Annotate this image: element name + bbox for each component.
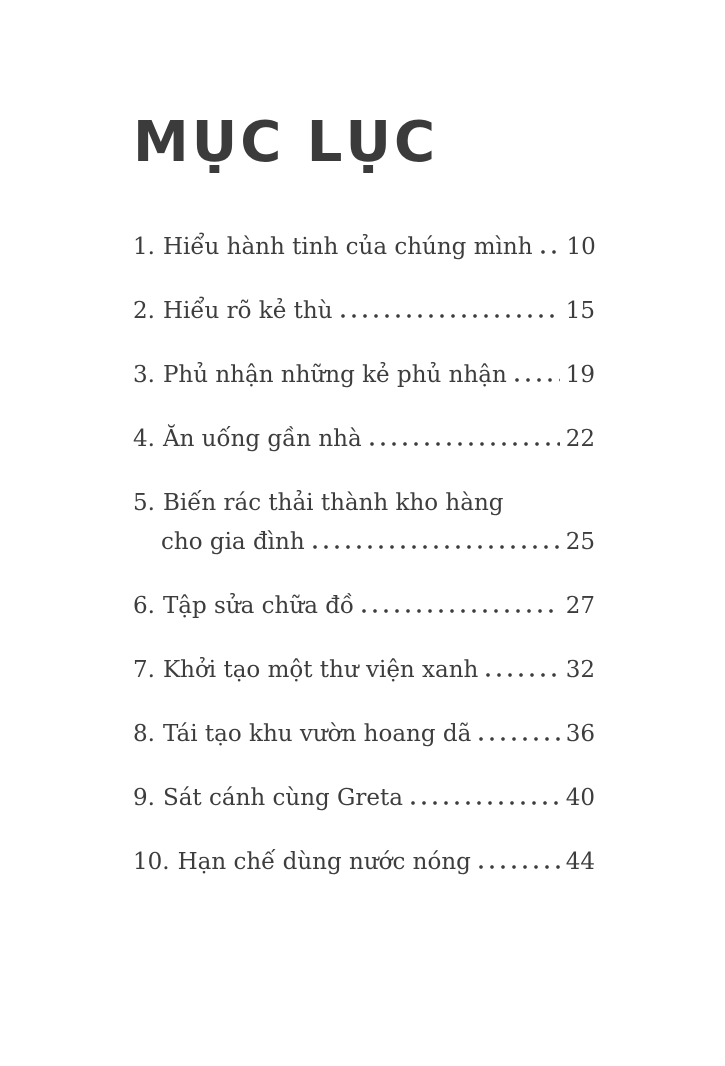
toc-entry — [133, 296, 595, 326]
toc-entry-page: 36 — [565, 720, 595, 747]
toc-entry — [133, 591, 595, 621]
toc-entry-line2 — [133, 527, 595, 557]
dot-leader — [370, 442, 560, 446]
toc-entry-number: 8. — [133, 720, 155, 747]
toc-entry-page: 25 — [565, 528, 595, 555]
toc-entry-number: 4. — [133, 425, 155, 452]
toc-entry — [133, 655, 595, 685]
toc-entry-number: 10. — [133, 848, 170, 875]
toc-entry-number: 6. — [133, 592, 155, 619]
toc-entry-number: 3. — [133, 361, 155, 388]
toc-entry-page: 15 — [565, 297, 595, 324]
toc-entry-title: Hiểu hành tinh của chúng mình — [162, 233, 533, 260]
toc-entry-number: 9. — [133, 784, 155, 811]
toc-entry-page: 22 — [565, 425, 595, 452]
toc-entry — [133, 783, 595, 813]
toc-entry-number: 2. — [133, 297, 155, 324]
dot-leader — [479, 865, 560, 869]
toc-entry-number: 7. — [133, 656, 155, 683]
toc-entry — [133, 719, 595, 749]
toc-entry — [133, 360, 595, 390]
toc-entry-title: Phủ nhận những kẻ phủ nhận — [162, 361, 507, 388]
toc-entry-title: Tái tạo khu vườn hoang dã — [162, 720, 472, 747]
dot-leader — [362, 609, 560, 613]
toc-entry-number: 1. — [133, 233, 155, 260]
dot-leader — [486, 673, 559, 677]
toc-entry-page: 19 — [565, 361, 595, 388]
dot-leader — [313, 545, 560, 549]
dot-leader — [479, 737, 559, 741]
toc-entry-title: Biến rác thải thành kho hàng — [162, 489, 504, 516]
toc-entry — [133, 488, 595, 557]
toc-entry-page: 10 — [566, 233, 596, 260]
page-title: MỤC LỤC — [133, 110, 439, 175]
toc-entry-title: Ăn uống gần nhà — [162, 425, 362, 452]
toc-entry-title-continued: cho gia đình — [161, 528, 305, 555]
dot-leader — [515, 378, 560, 382]
toc-entry-page: 40 — [565, 784, 595, 811]
dot-leader — [541, 250, 561, 254]
dot-leader — [411, 801, 560, 805]
toc-entry-title: Sát cánh cùng Greta — [162, 784, 403, 811]
toc-entry-number: 5. — [133, 489, 155, 516]
toc-entry-title: Tập sửa chữa đồ — [162, 592, 355, 619]
toc-entry — [133, 424, 595, 454]
toc-entry-title: Hạn chế dùng nước nóng — [177, 848, 471, 875]
toc-entry-title: Hiểu rõ kẻ thù — [162, 297, 333, 324]
toc-entry-title: Khởi tạo một thư viện xanh — [162, 656, 479, 683]
toc-entry-page: 44 — [565, 848, 595, 875]
toc-entry — [133, 847, 595, 877]
toc-entry — [133, 232, 595, 262]
toc-entry-line1 — [133, 488, 595, 518]
dot-leader — [341, 314, 560, 318]
toc-entry-page: 27 — [565, 592, 595, 619]
toc-list — [133, 232, 595, 877]
toc-entry-page: 32 — [565, 656, 595, 683]
